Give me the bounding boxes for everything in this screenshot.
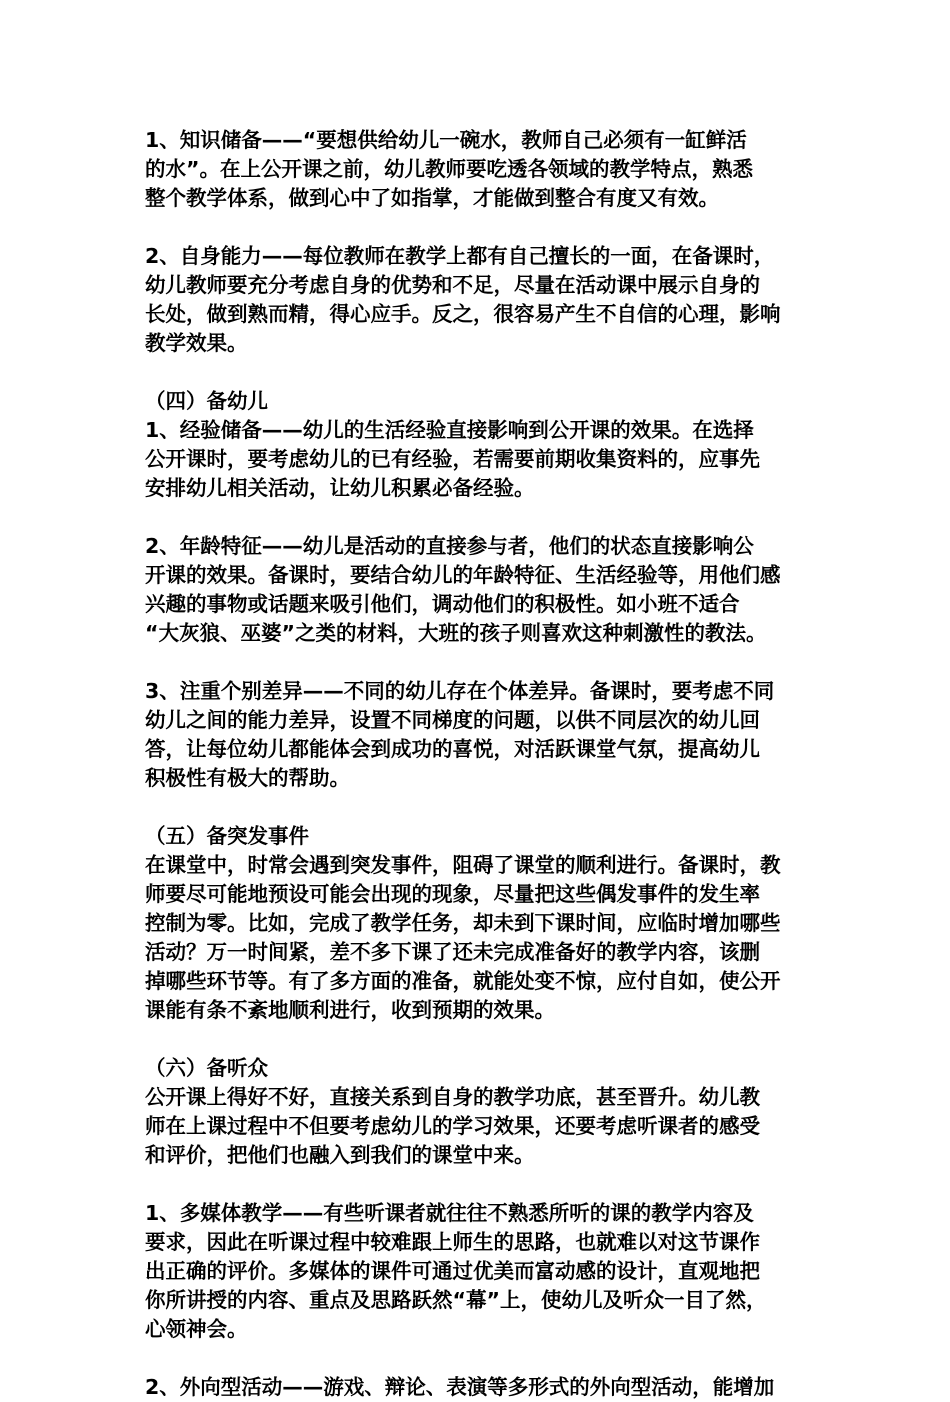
paragraph <box>145 1373 825 1402</box>
text-line: 课能有条不紊地顺利进行，收到预期的效果。 <box>145 998 555 1022</box>
text-line: 2、自身能力——每位教师在教学上都有自己擅长的一面，在备课时， <box>145 244 775 268</box>
text-line: 积极性有极大的帮助。 <box>145 766 350 790</box>
text-line: 兴趣的事物或话题来吸引他们，调动他们的积极性。如小班不适合 <box>145 592 740 616</box>
text-line: 公开课上得好不好，直接关系到自身的教学功底，甚至晋升。幼儿教 <box>145 1085 760 1109</box>
text-line: 开课的效果。备课时，要结合幼儿的年龄特征、生活经验等，用他们感 <box>145 563 781 587</box>
text-line: 长处，做到熟而精，得心应手。反之，很容易产生不自信的心理，影响 <box>145 302 781 326</box>
text-line: 掉哪些环节等。有了多方面的准备，就能处变不惊，应付自如，使公开 <box>145 969 781 993</box>
text-line: 和评价，把他们也融入到我们的课堂中来。 <box>145 1143 535 1167</box>
paragraph <box>145 242 825 358</box>
paragraph-spacer <box>145 1025 825 1054</box>
text-line: 心领神会。 <box>145 1317 248 1341</box>
text-line: 答，让每位幼儿都能体会到成功的喜悦，对活跃课堂气氛，提高幼儿 <box>145 737 760 761</box>
text-line: 在课堂中，时常会遇到突发事件，阻碍了课堂的顺利进行。备课时，教 <box>145 853 781 877</box>
document-body <box>145 126 825 1402</box>
paragraph <box>145 677 825 793</box>
section-heading: （六）备听众 <box>145 1056 268 1080</box>
section-paragraph <box>145 851 825 1025</box>
text-line: 师在上课过程中不但要考虑幼儿的学习效果，还要考虑听课者的感受 <box>145 1114 760 1138</box>
text-line: 的水”。在上公开课之前，幼儿教师要吃透各领域的教学特点，熟悉 <box>145 157 753 181</box>
section-heading: （四）备幼儿 <box>145 389 268 413</box>
text-line: 出正确的评价。多媒体的课件可通过优美而富动感的设计，直观地把 <box>145 1259 760 1283</box>
paragraph <box>145 126 825 213</box>
paragraph-spacer <box>145 503 825 532</box>
text-line: 2、外向型活动——游戏、辩论、表演等多形式的外向型活动，能增加 <box>145 1375 775 1399</box>
text-line: 师要尽可能地预设可能会出现的现象，尽量把这些偶发事件的发生率 <box>145 882 760 906</box>
paragraph-spacer <box>145 1344 825 1373</box>
section-heading: （五）备突发事件 <box>145 824 309 848</box>
text-line: 1、知识储备——“要想供给幼儿一碗水，教师自己必须有一缸鲜活 <box>145 128 747 152</box>
text-line: 安排幼儿相关活动，让幼儿积累必备经验。 <box>145 476 535 500</box>
section-paragraph <box>145 1083 825 1170</box>
text-line: 整个教学体系，做到心中了如指掌，才能做到整合有度又有效。 <box>145 186 719 210</box>
text-line: 幼儿之间的能力差异，设置不同梯度的问题，以供不同层次的幼儿回 <box>145 708 760 732</box>
paragraph-spacer <box>145 358 825 387</box>
paragraph-spacer <box>145 648 825 677</box>
text-line: 公开课时，要考虑幼儿的已有经验，若需要前期收集资料的，应事先 <box>145 447 760 471</box>
text-line: 你所讲授的内容、重点及思路跃然“幕”上，使幼儿及听众一目了然， <box>145 1288 767 1312</box>
text-line: 要求，因此在听课过程中较难跟上师生的思路，也就难以对这节课作 <box>145 1230 760 1254</box>
text-line: 2、年龄特征——幼儿是活动的直接参与者，他们的状态直接影响公 <box>145 534 754 558</box>
paragraph <box>145 532 825 648</box>
section-paragraph <box>145 416 825 503</box>
text-line: “大灰狼、巫婆”之类的材料，大班的孩子则喜欢这种刺激性的教法。 <box>145 621 767 645</box>
paragraph <box>145 1199 825 1344</box>
paragraph-spacer <box>145 793 825 822</box>
text-line: 幼儿教师要充分考虑自身的优势和不足，尽量在活动课中展示自身的 <box>145 273 760 297</box>
text-line: 1、多媒体教学——有些听课者就往往不熟悉所听的课的教学内容及 <box>145 1201 754 1225</box>
paragraph-spacer <box>145 1170 825 1199</box>
paragraph-spacer <box>145 213 825 242</box>
text-line: 教学效果。 <box>145 331 248 355</box>
text-line: 控制为零。比如，完成了教学任务，却未到下课时间，应临时增加哪些 <box>145 911 781 935</box>
text-line: 活动？万一时间紧，差不多下课了还未完成准备好的教学内容，该删 <box>145 940 760 964</box>
text-line: 1、经验储备——幼儿的生活经验直接影响到公开课的效果。在选择 <box>145 418 754 442</box>
text-line: 3、注重个别差异——不同的幼儿存在个体差异。备课时，要考虑不同 <box>145 679 775 703</box>
